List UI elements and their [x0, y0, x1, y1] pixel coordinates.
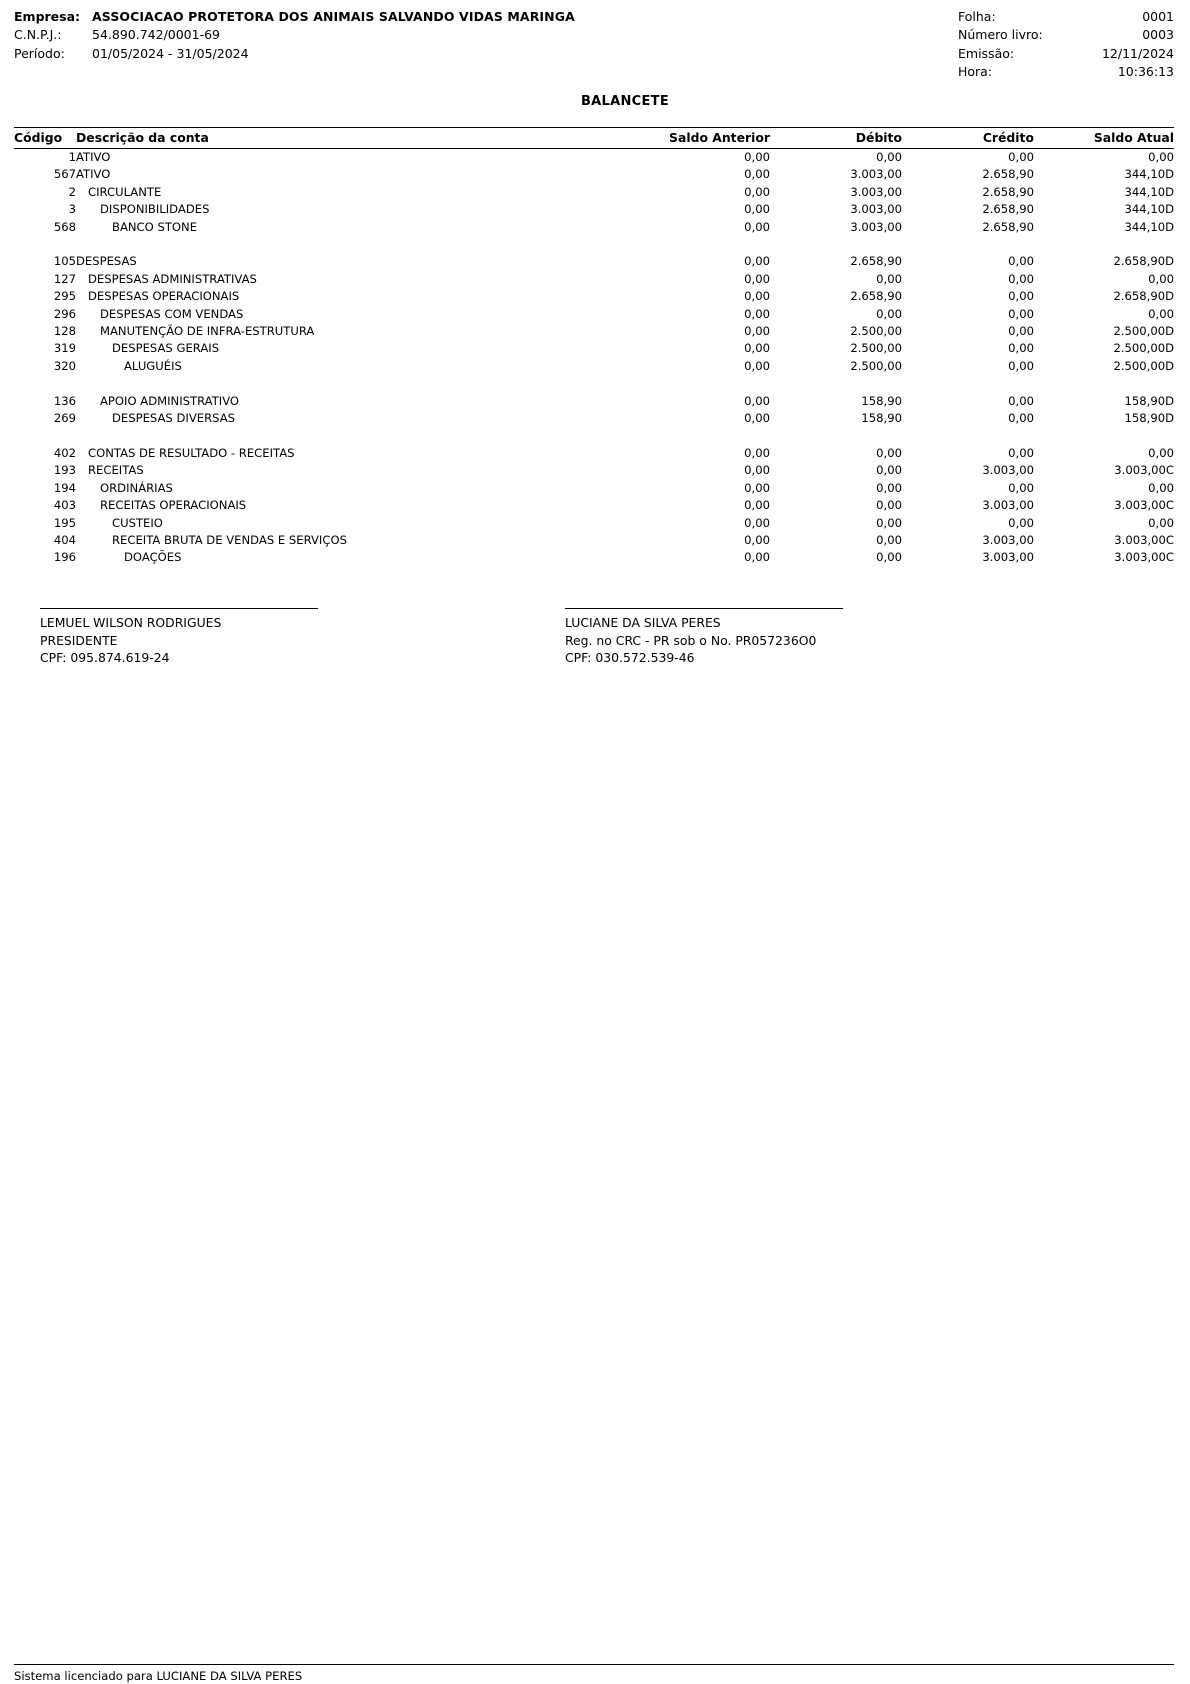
table-row	[14, 323, 1174, 340]
cell-saldo-atual: 2.658,90D	[1113, 254, 1174, 269]
cell-descricao: CUSTEIO	[112, 515, 163, 530]
cell-saldo-anterior: 0,00	[744, 411, 770, 426]
cell-debito: 2.500,00	[850, 358, 902, 373]
company-label: Empresa:	[14, 9, 81, 24]
cell-descricao: CONTAS DE RESULTADO - RECEITAS	[88, 445, 295, 460]
cell-credito: 0,00	[1008, 289, 1034, 304]
page-title: BALANCETE	[580, 94, 670, 109]
emissao-value: 12/11/2024	[1101, 45, 1174, 61]
balancete-table	[14, 127, 1174, 567]
table-row	[14, 410, 1174, 427]
cell-debito: 3.003,00	[850, 184, 902, 199]
cell-debito: 0,00	[876, 498, 902, 513]
cell-saldo-atual: 0,00	[1148, 480, 1174, 495]
table-spacer-cell	[14, 428, 1174, 445]
document-header	[0, 0, 1190, 86]
table-row	[14, 515, 1174, 532]
cell-codigo: 193	[53, 463, 76, 478]
cell-saldo-anterior: 0,00	[744, 480, 770, 495]
signature-name-right: LUCIANE DA SILVA PERES	[565, 615, 721, 630]
cell-credito: 3.003,00	[982, 532, 1034, 547]
cell-credito: 0,00	[1008, 150, 1034, 164]
cell-saldo-anterior: 0,00	[744, 445, 770, 460]
table-row	[14, 549, 1174, 566]
cell-saldo-anterior: 0,00	[744, 271, 770, 286]
cell-descricao: MANUTENÇÃO DE INFRA-ESTRUTURA	[100, 324, 315, 339]
cell-debito: 3.003,00	[850, 167, 902, 182]
cell-saldo-anterior: 0,00	[744, 254, 770, 269]
cell-saldo-atual: 2.500,00D	[1113, 358, 1174, 373]
cell-saldo-anterior: 0,00	[744, 393, 770, 408]
table-row	[14, 393, 1174, 410]
cell-saldo-atual: 344,10D	[1124, 184, 1174, 199]
cell-debito: 0,00	[876, 532, 902, 547]
hora-label: Hora:	[958, 64, 993, 80]
cell-codigo: 269	[53, 411, 76, 426]
cell-credito: 0,00	[1008, 445, 1034, 460]
cell-saldo-atual: 3.003,00C	[1114, 498, 1174, 513]
signature-line-right	[565, 608, 843, 609]
cell-descricao: DESPESAS ADMINISTRATIVAS	[88, 271, 257, 286]
cell-debito: 0,00	[876, 550, 902, 565]
cell-saldo-atual: 158,90D	[1124, 411, 1174, 426]
cell-codigo: 196	[53, 550, 76, 565]
cell-credito: 0,00	[1008, 254, 1034, 269]
document-footer	[14, 1664, 1174, 1684]
cell-saldo-atual: 0,00	[1148, 306, 1174, 321]
cell-descricao: DESPESAS	[76, 254, 137, 269]
table-row	[14, 532, 1174, 549]
table-row	[14, 358, 1174, 375]
cell-codigo: 3	[68, 202, 76, 217]
cell-saldo-anterior: 0,00	[744, 550, 770, 565]
cell-saldo-atual: 0,00	[1148, 150, 1174, 164]
cell-debito: 158,90	[861, 393, 902, 408]
cell-descricao: CIRCULANTE	[88, 184, 162, 199]
table-row	[14, 271, 1174, 288]
cell-descricao: DESPESAS OPERACIONAIS	[88, 289, 240, 304]
cell-saldo-anterior: 0,00	[744, 324, 770, 339]
cell-descricao: APOIO ADMINISTRATIVO	[100, 393, 240, 408]
signature-role-left: PRESIDENTE	[40, 632, 118, 648]
cell-codigo: 403	[53, 498, 76, 513]
cell-codigo: 105	[53, 254, 76, 269]
table-row	[14, 288, 1174, 305]
cell-descricao: ALUGUÉIS	[124, 358, 182, 373]
folha-value: 0001	[1142, 9, 1174, 24]
cell-debito: 0,00	[876, 480, 902, 495]
signature-block-right	[565, 608, 985, 667]
emissao-label: Emissão:	[958, 45, 1015, 61]
cell-credito: 0,00	[1008, 341, 1034, 356]
cell-codigo: 2	[68, 184, 76, 199]
table-header-row	[14, 128, 1174, 149]
cell-descricao: DESPESAS DIVERSAS	[112, 411, 236, 426]
table-body	[14, 149, 1174, 567]
cell-debito: 2.658,90	[850, 254, 902, 269]
cnpj-row	[14, 26, 575, 44]
cell-saldo-anterior: 0,00	[744, 341, 770, 356]
company-info-block	[14, 8, 575, 63]
signature-line-left	[40, 608, 318, 609]
cell-debito: 0,00	[876, 445, 902, 460]
table-row	[14, 219, 1174, 236]
cell-descricao: DOAÇÕES	[124, 550, 182, 565]
cell-codigo: 320	[53, 358, 76, 373]
column-header-codigo: Código	[14, 128, 76, 149]
cell-saldo-anterior: 0,00	[744, 289, 770, 304]
cell-debito: 0,00	[876, 515, 902, 530]
document-meta-block	[958, 8, 1174, 82]
period-label: Período:	[14, 45, 65, 61]
cell-credito: 3.003,00	[982, 550, 1034, 565]
hora-value: 10:36:13	[1117, 64, 1174, 80]
cell-debito: 3.003,00	[850, 219, 902, 234]
cell-debito: 0,00	[876, 150, 902, 164]
cell-codigo: 136	[53, 393, 76, 408]
cell-codigo: 295	[53, 289, 76, 304]
cell-debito: 2.658,90	[850, 289, 902, 304]
table-row	[14, 149, 1174, 167]
cell-saldo-atual: 158,90D	[1124, 393, 1174, 408]
cell-saldo-atual: 3.003,00C	[1114, 550, 1174, 565]
table-spacer-cell	[14, 375, 1174, 392]
balancete-table-wrap	[14, 127, 1174, 567]
cell-codigo: 296	[53, 306, 76, 321]
cell-saldo-anterior: 0,00	[744, 463, 770, 478]
table-row	[14, 166, 1174, 183]
cell-saldo-anterior: 0,00	[744, 515, 770, 530]
cell-credito: 0,00	[1008, 411, 1034, 426]
cell-descricao: DESPESAS COM VENDAS	[100, 306, 244, 321]
emissao-row	[958, 45, 1174, 63]
signature-cpf-right: CPF: 030.572.539-46	[565, 650, 695, 665]
cell-credito: 0,00	[1008, 306, 1034, 321]
cell-saldo-atual: 3.003,00C	[1114, 463, 1174, 478]
column-header-credito: Crédito	[902, 128, 1034, 149]
cell-codigo: 319	[53, 341, 76, 356]
cell-credito: 0,00	[1008, 515, 1034, 530]
cell-saldo-anterior: 0,00	[744, 532, 770, 547]
cell-saldo-anterior: 0,00	[744, 167, 770, 182]
table-row	[14, 480, 1174, 497]
cell-debito: 2.500,00	[850, 324, 902, 339]
cnpj-label: C.N.P.J.:	[14, 27, 62, 43]
signature-section	[40, 608, 1174, 667]
cell-credito: 2.658,90	[982, 219, 1034, 234]
cell-descricao: RECEITAS	[88, 463, 144, 478]
cell-saldo-atual: 2.658,90D	[1113, 289, 1174, 304]
cell-saldo-atual: 2.500,00D	[1113, 324, 1174, 339]
cell-descricao: BANCO STONE	[112, 219, 198, 234]
signature-block-left	[40, 608, 320, 667]
table-row	[14, 184, 1174, 201]
table-row	[14, 340, 1174, 357]
cell-codigo: 404	[53, 532, 76, 547]
cell-saldo-atual: 2.500,00D	[1113, 341, 1174, 356]
cell-saldo-atual: 0,00	[1148, 271, 1174, 286]
cell-debito: 3.003,00	[850, 202, 902, 217]
numero-livro-value: 0003	[1142, 27, 1174, 43]
cell-saldo-anterior: 0,00	[744, 306, 770, 321]
cell-codigo: 567	[53, 167, 76, 182]
cell-descricao: ATIVO	[76, 150, 111, 164]
folha-row	[958, 8, 1174, 26]
cell-saldo-atual: 344,10D	[1124, 167, 1174, 182]
cell-descricao: RECEITAS OPERACIONAIS	[100, 498, 247, 513]
signature-registration-right: Reg. no CRC - PR sob o No. PR057236O0	[565, 632, 817, 648]
cell-credito: 0,00	[1008, 324, 1034, 339]
cell-codigo: 194	[53, 480, 76, 495]
cell-debito: 0,00	[876, 271, 902, 286]
column-header-debito: Débito	[770, 128, 902, 149]
cell-descricao: DESPESAS GERAIS	[112, 341, 220, 356]
numero-livro-label: Número livro:	[958, 27, 1043, 43]
column-header-saldo-atual: Saldo Atual	[1034, 128, 1174, 149]
cell-codigo: 195	[53, 515, 76, 530]
table-row	[14, 497, 1174, 514]
signature-cpf-left: CPF: 095.874.619-24	[40, 650, 170, 665]
cell-credito: 3.003,00	[982, 498, 1034, 513]
cell-debito: 2.500,00	[850, 341, 902, 356]
cell-debito: 158,90	[861, 411, 902, 426]
cell-credito: 0,00	[1008, 393, 1034, 408]
column-header-descricao: Descrição da conta	[76, 128, 630, 149]
cell-descricao: ORDINÁRIAS	[100, 480, 173, 495]
cnpj-value: 54.890.742/0001-69	[92, 27, 221, 43]
table-head	[14, 128, 1174, 149]
cell-codigo: 1	[68, 150, 76, 164]
table-spacer-row	[14, 236, 1174, 253]
cell-codigo: 402	[53, 445, 76, 460]
cell-credito: 0,00	[1008, 480, 1034, 495]
cell-saldo-anterior: 0,00	[744, 184, 770, 199]
cell-saldo-anterior: 0,00	[744, 150, 770, 164]
cell-saldo-atual: 0,00	[1148, 515, 1174, 530]
period-value: 01/05/2024 - 31/05/2024	[92, 45, 249, 61]
table-spacer-row	[14, 375, 1174, 392]
cell-saldo-anterior: 0,00	[744, 219, 770, 234]
company-value: ASSOCIACAO PROTETORA DOS ANIMAIS SALVANDO VIDAS MARINGA	[92, 9, 575, 24]
cell-saldo-atual: 3.003,00C	[1114, 532, 1174, 547]
table-row	[14, 306, 1174, 323]
column-header-saldo-anterior: Saldo Anterior	[630, 128, 770, 149]
cell-codigo: 128	[53, 324, 76, 339]
cell-saldo-anterior: 0,00	[744, 498, 770, 513]
cell-credito: 0,00	[1008, 271, 1034, 286]
cell-saldo-atual: 0,00	[1148, 445, 1174, 460]
table-row	[14, 201, 1174, 218]
cell-credito: 2.658,90	[982, 184, 1034, 199]
hora-row	[958, 63, 1174, 81]
table-row	[14, 445, 1174, 462]
cell-credito: 2.658,90	[982, 167, 1034, 182]
cell-saldo-anterior: 0,00	[744, 358, 770, 373]
cell-debito: 0,00	[876, 306, 902, 321]
folha-label: Folha:	[958, 9, 996, 24]
table-spacer-row	[14, 428, 1174, 445]
footer-license-text: Sistema licenciado para LUCIANE DA SILVA PERES	[14, 1669, 303, 1683]
table-row	[14, 253, 1174, 270]
cell-descricao: RECEITA BRUTA DE VENDAS E SERVIÇOS	[112, 532, 347, 547]
signature-name-left: LEMUEL WILSON RODRIGUES	[40, 615, 222, 630]
cell-codigo: 127	[53, 271, 76, 286]
company-row	[14, 8, 575, 26]
period-row	[14, 45, 575, 63]
cell-saldo-atual: 344,10D	[1124, 202, 1174, 217]
cell-saldo-anterior: 0,00	[744, 202, 770, 217]
cell-credito: 2.658,90	[982, 202, 1034, 217]
table-row	[14, 462, 1174, 479]
numero-livro-row	[958, 26, 1174, 44]
table-spacer-cell	[14, 236, 1174, 253]
cell-descricao: DISPONIBILIDADES	[100, 202, 210, 217]
cell-descricao: ATIVO	[76, 167, 111, 182]
cell-saldo-atual: 344,10D	[1124, 219, 1174, 234]
cell-codigo: 568	[53, 219, 76, 234]
cell-credito: 3.003,00	[982, 463, 1034, 478]
cell-credito: 0,00	[1008, 358, 1034, 373]
cell-debito: 0,00	[876, 463, 902, 478]
